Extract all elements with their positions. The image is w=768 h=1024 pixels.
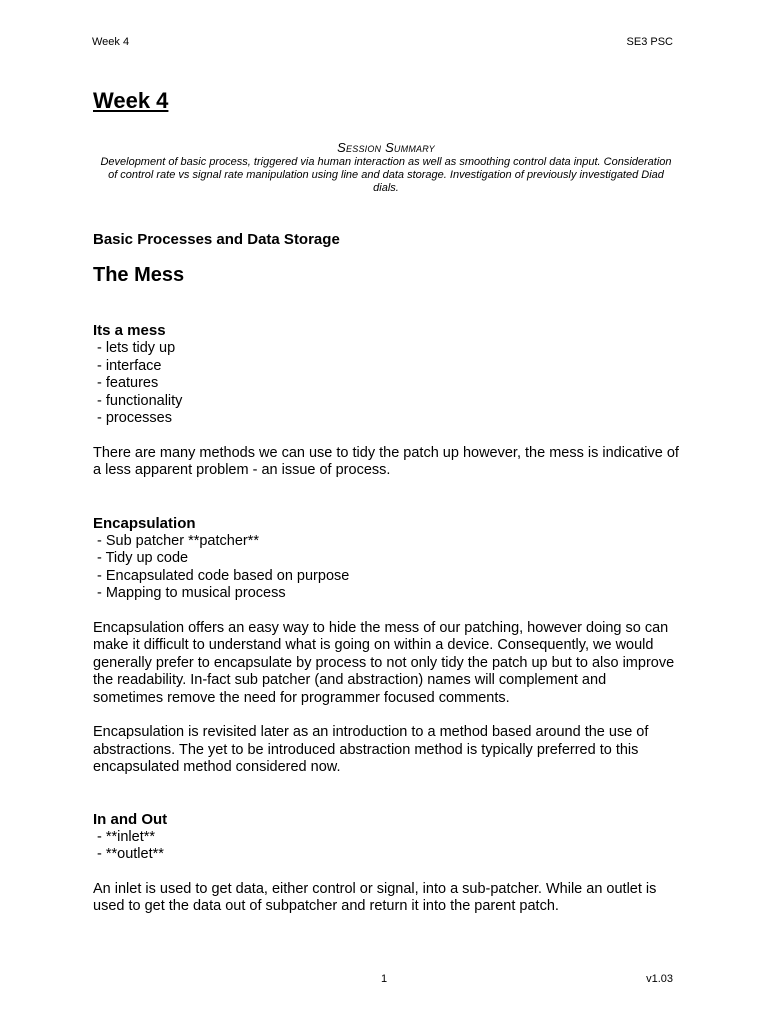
list-item: - lets tidy up <box>97 340 176 356</box>
page-title: Week 4 <box>93 88 169 113</box>
summary-title: Session Summary <box>337 140 435 155</box>
encapsulation-heading: Encapsulation <box>93 514 196 532</box>
list-item: - Mapping to musical process <box>97 585 286 601</box>
list-item: - functionality <box>97 392 183 409</box>
list-item: - features <box>97 375 159 391</box>
main-heading: The Mess <box>93 264 185 286</box>
mess-list <box>93 340 679 428</box>
encapsulation-paragraph-1: Encapsulation offers an easy way to hide the mess of our patching, however doing so can make it difficult to understand what is going on within a device. Consequently, we would generally prefer to encapsulate by process to not only tidy the patch up but to also improve the readability. In-fact sub patcher (and abstraction) names will complement and sometimes remove the need for programmer focused comments. <box>93 619 675 706</box>
list-item: - Sub patcher **patcher** <box>97 532 260 549</box>
list-item: - interface <box>97 357 162 374</box>
list-item: - Encapsulated code based on purpose <box>97 567 350 584</box>
version-label: v1.03 <box>646 973 673 985</box>
in-out-paragraph: An inlet is used to get data, either control or signal, into a sub-patcher. While an outlet is used to get the data out of subpatcher and return it into the parent patch. <box>93 880 657 914</box>
section-heading: Basic Processes and Data Storage <box>93 231 340 248</box>
page-content <box>93 86 679 916</box>
header-left: Week 4 <box>92 36 130 48</box>
mess-heading: Its a mess <box>93 322 166 339</box>
list-item: - Tidy up code <box>97 550 189 566</box>
mess-paragraph: There are many methods we can use to tidy the patch up however, the mess is indicative of a less apparent problem - an issue of process. <box>93 444 679 478</box>
list-item: - processes <box>97 410 172 426</box>
encapsulation-paragraph-2: Encapsulation is revisited later as an introduction to a method based around the use of abstractions. The yet to be introduced abstraction method is typically preferred to this encapsulated method considered now. <box>93 724 649 775</box>
list-item: - **inlet** <box>97 828 156 845</box>
page-number: 1 <box>380 973 388 985</box>
session-summary <box>93 140 679 195</box>
encapsulation-list <box>93 533 679 603</box>
summary-text: Development of basic process, triggered via human interaction as well as smoothing control data input. Consideration of control rate vs signal rate manipulation using line and data storage. Investigation of previously investigated Diad dials. <box>100 156 672 194</box>
in-out-heading: In and Out <box>93 810 168 828</box>
header-right: SE3 PSC <box>626 36 673 48</box>
list-item: - **outlet** <box>97 846 164 862</box>
in-out-list <box>93 829 679 864</box>
